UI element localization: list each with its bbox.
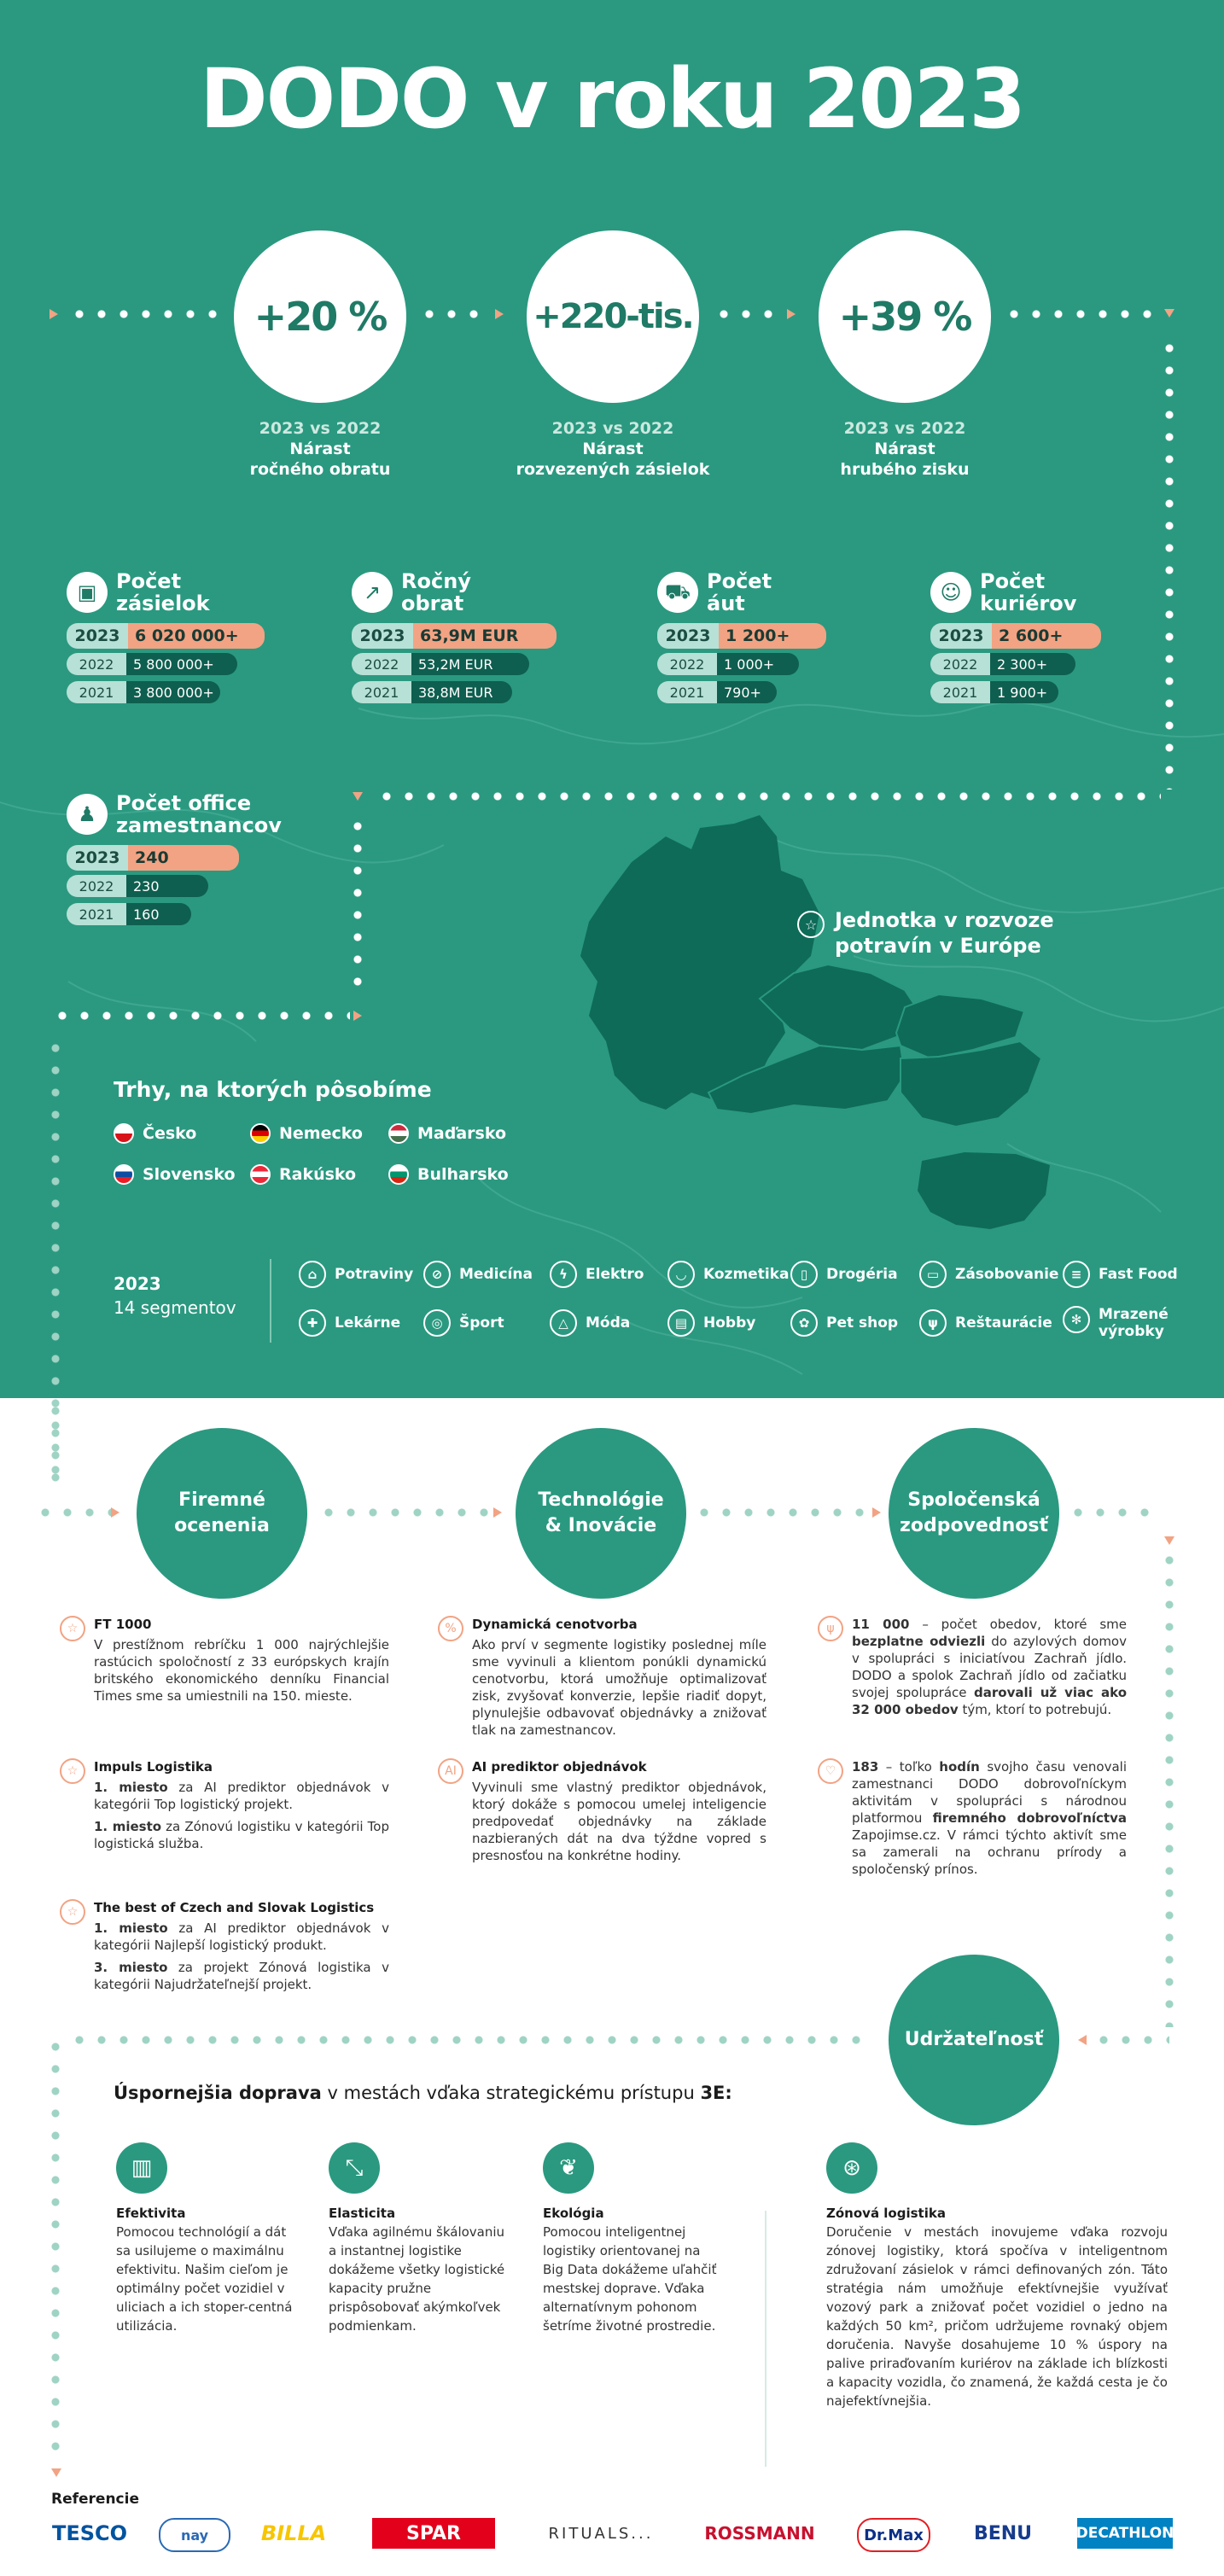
logo-text: DECATHLON (1075, 2525, 1174, 2542)
segment-item (667, 1261, 789, 1288)
star-icon: ☆ (60, 1616, 85, 1641)
flag-slovakia-icon (114, 1164, 134, 1185)
bar-value: 6 020 000+ (128, 623, 265, 649)
segments-year: 2023 (114, 1273, 161, 1294)
package-icon: ▣ (67, 572, 108, 613)
path-arrow (1164, 1536, 1174, 1545)
caption-label: ročného obratu (249, 460, 391, 479)
bar-value: 1 900+ (990, 681, 1058, 703)
tech-item (445, 1758, 766, 1869)
segment-label: Potraviny (335, 1266, 414, 1283)
flag-bulgaria-icon (388, 1164, 409, 1185)
dotted-path (1067, 1508, 1163, 1517)
pharmacy-icon: ✚ (299, 1309, 326, 1337)
stat-title: Počet (116, 569, 182, 593)
segments-count: 14 segmentov (114, 1297, 236, 1318)
sustainability-head-bold: Úspornejšia doprava (114, 2083, 322, 2103)
bar-year: 2021 (930, 681, 990, 703)
market-label: Nemecko (279, 1124, 363, 1143)
dotted-path (693, 1508, 864, 1517)
social-bold: firemného dobrovoľníctva (932, 1810, 1128, 1826)
market-czechia (114, 1123, 196, 1144)
stat-title: kuriérov (980, 592, 1077, 615)
award-rank: 1. miesto (94, 1920, 168, 1936)
social-circle (889, 1428, 1059, 1599)
market-label: Maďarsko (417, 1124, 507, 1143)
caption-year: 2023 vs 2022 (843, 419, 966, 438)
award-text: za Zónovú logistiku v kategórii Top logistická služba. (94, 1819, 389, 1851)
bar-year: 2021 (67, 903, 126, 925)
courier-icon: ☺ (930, 572, 971, 613)
award-text: za projekt Zónová logistika v kategórii Najudržateľnejší projekt. (94, 1960, 389, 1992)
award-title: Impuls Logistika (94, 1759, 213, 1775)
hanger-icon: △ (550, 1309, 577, 1337)
star-icon: ☆ (60, 1899, 85, 1925)
market-bulgaria (388, 1164, 509, 1185)
bar-value: 53,2M EUR (411, 653, 529, 675)
truck-icon: ▭ (919, 1261, 947, 1288)
bar-value: 5 800 000+ (126, 653, 237, 675)
segment-item (550, 1309, 630, 1337)
social-bold: 11 000 (852, 1617, 910, 1632)
logo-text: BENU (973, 2522, 1033, 2544)
logo-text: Dr.Max (864, 2526, 924, 2544)
dotted-path (51, 1011, 350, 1020)
logo-text: SPAR (406, 2522, 461, 2544)
award-rank: 1. miesto (94, 1780, 168, 1795)
pillar-text: Pomocou technológií a dát sa usilujeme o maximálnu efektivitu. Našim cieľom je optimálny počet vozidiel v uliciach a ich stoper-centná utilizácia. (116, 2224, 293, 2334)
dotted-path (1165, 337, 1174, 790)
bar-year: 2021 (657, 681, 717, 703)
stat-title: Ročný (401, 569, 471, 593)
pillar-text: Pomocou inteligentnej logistiky orientovanej na Big Data dokážeme uľahčiť mestskej doprave. Vďaka alternatívnym pohonom šetríme životné prostredie. (543, 2224, 717, 2334)
path-arrow (353, 792, 363, 801)
ai-icon: AI (438, 1758, 463, 1784)
circle-label: Spoločenská (907, 1489, 1040, 1511)
highlight-value: +220-tis. (533, 297, 693, 336)
stat-title: obrat (401, 592, 464, 615)
segment-label: Móda (586, 1314, 631, 1332)
pillar-title: Efektivita (116, 2206, 186, 2221)
circle-label: Firemné (178, 1489, 265, 1511)
bar-value: 160 (126, 903, 191, 925)
pillar-ecology (543, 2142, 722, 2335)
bar-year: 2023 (67, 623, 128, 649)
star-icon: ☆ (797, 911, 825, 938)
social-bold: 183 (852, 1759, 879, 1775)
bar-year: 2023 (67, 845, 128, 871)
stat-title: Počet (707, 569, 772, 593)
dotted-path (51, 1400, 60, 1489)
logo-spar (372, 2518, 495, 2549)
award-title: The best of Czech and Slovak Logistics (94, 1900, 375, 1915)
lips-icon: ◡ (667, 1261, 695, 1288)
bar-year: 2021 (67, 681, 126, 703)
bar-year: 2023 (657, 623, 719, 649)
flag-hungary-icon (388, 1123, 409, 1144)
social-bold: bezplatne odviezli (852, 1634, 986, 1649)
social-item (825, 1758, 1128, 1883)
caption-year: 2023 vs 2022 (551, 419, 674, 438)
logo-decathlon (1077, 2518, 1173, 2549)
segments-summary (114, 1272, 236, 1320)
stat-revenue (352, 570, 557, 703)
highlight-caption-profit (777, 418, 1033, 480)
circle-label: Technológie (538, 1489, 664, 1511)
dotted-path (68, 2036, 862, 2044)
circle-label: zodpovednosť (900, 1515, 1048, 1536)
pillar-title: Elasticita (329, 2206, 396, 2221)
bar-year: 2022 (930, 653, 990, 675)
segment-label: Elektro (586, 1266, 644, 1283)
logo-tesco (51, 2518, 128, 2549)
tech-circle (516, 1428, 686, 1599)
europe-leader-text: Jednotka v rozvoze (835, 908, 1054, 932)
market-label: Bulharsko (417, 1165, 509, 1184)
path-arrow (1078, 2035, 1087, 2045)
pillar-title: Zónová logistika (826, 2206, 946, 2221)
pillar-efficiency (116, 2142, 295, 2335)
market-germany (250, 1123, 363, 1144)
caption-label: Nárast (289, 440, 351, 458)
social-item (826, 1616, 1128, 1723)
segment-label: Lekárne (335, 1314, 401, 1332)
award-rank: 1. miesto (94, 1819, 162, 1834)
pillar-zone-logistics (826, 2142, 1168, 2410)
award-text: za AI prediktor objednávok v kategórii Najlepší logistický produkt. (94, 1920, 389, 1953)
europe-leader-text: potravín v Európe (835, 934, 1041, 958)
segment-label: Fast Food (1099, 1266, 1178, 1283)
logo-text: BILLA (260, 2521, 327, 2545)
europe-leader (797, 907, 1054, 959)
award-item (67, 1899, 389, 1998)
award-title: FT 1000 (94, 1617, 152, 1632)
social-bold: darovali už viac ako 32 000 obedov (852, 1685, 1128, 1717)
efficiency-icon: ▥ (116, 2142, 167, 2194)
stat-packages (67, 570, 265, 703)
dotted-path (353, 815, 362, 990)
snowflake-icon: ✻ (1063, 1306, 1090, 1333)
dotted-path (51, 2036, 60, 2462)
logo-billa (261, 2518, 326, 2549)
social-text: tým, ktorí to potrebujú. (958, 1702, 1112, 1717)
bar-value: 240 (128, 845, 239, 871)
stat-title: Počet (980, 569, 1046, 593)
segment-label: Hobby (703, 1314, 756, 1332)
markets-title: Trhy, na ktorých pôsobíme (114, 1077, 432, 1102)
zone-icon: ⊛ (826, 2142, 877, 2194)
segment-item (423, 1309, 504, 1337)
dotted-path (318, 1508, 488, 1517)
segment-label: Mrazené výrobky (1099, 1306, 1169, 1340)
sustainability-heading (114, 2083, 732, 2103)
bar-year: 2022 (67, 653, 126, 675)
social-bold: hodín (939, 1759, 980, 1775)
stat-title: zásielok (116, 592, 210, 615)
dotted-path (68, 310, 222, 318)
bulgaria-shape (918, 1152, 1050, 1229)
bar-year: 2022 (657, 653, 717, 675)
person-icon: ♟ (67, 794, 108, 835)
highlight-value: +39 % (838, 294, 971, 340)
market-label: Česko (143, 1124, 197, 1143)
social-text: svojho času venovali zamestnanci DODO dobrovoľníckym aktivitám v spolupráci s národnou platformou (852, 1759, 1127, 1826)
bar-value: 63,9M EUR (413, 623, 557, 649)
ball-icon: ◎ (423, 1309, 451, 1337)
caption-label: hrubého zisku (840, 460, 970, 479)
segment-item (299, 1309, 400, 1337)
caption-year: 2023 vs 2022 (259, 419, 382, 438)
burger-icon: ≡ (1063, 1261, 1090, 1288)
dotted-path (713, 310, 781, 318)
cutlery-icon: ψ (818, 1616, 843, 1641)
award-item (67, 1616, 389, 1710)
pillar-elasticity (329, 2142, 508, 2335)
path-arrow (353, 1011, 362, 1021)
market-austria (250, 1164, 356, 1185)
bar-value: 2 600+ (992, 623, 1101, 649)
path-arrow (787, 309, 796, 319)
highlight-caption-revenue (192, 418, 448, 480)
dotted-path (376, 792, 1161, 801)
highlight-circle-revenue (234, 230, 406, 403)
stat-title: Počet office (116, 791, 252, 815)
award-text: V prestížnom rebríčku 1 000 najrýchlejšie rastúcich spoločností z 33 európskych krajín britského ekonomického denníku Financial Times sme sa umiestnili na 150. mieste. (94, 1637, 389, 1704)
stat-title: áut (707, 592, 745, 615)
tech-title: AI prediktor objednávok (472, 1759, 647, 1775)
segment-item (790, 1261, 898, 1288)
star-icon: ☆ (60, 1758, 85, 1784)
path-arrow (1164, 309, 1174, 318)
market-label: Slovensko (143, 1165, 236, 1184)
logo-rituals (531, 2518, 671, 2549)
awards-circle (137, 1428, 307, 1599)
social-text: – toľko (878, 1759, 940, 1775)
plug-icon: ϟ (550, 1261, 577, 1288)
circle-label: & Inovácie (545, 1515, 657, 1536)
bar-value: 230 (126, 875, 208, 897)
caption-label: Nárast (582, 440, 644, 458)
logo-text: nay (180, 2526, 209, 2544)
segment-label: Pet shop (826, 1314, 899, 1332)
pillar-text: Doručenie v mestách inovujeme vďaka rozvoju zónovej logistiky, ktorá spočíva v inteligentnom združovaní zásielok v rámci definovaných zón. Táto stratégia nám umožňuje efektívnejšie využívať vozový park a znižovať počet vozidiel o jedno na každých 50 km², pričom udržujeme rovnaký objem doručenia. Navyše dosahujeme 10 % úspory na palive priraďovaním kuriérov na základe ich blízkosti a kapacity vozidla, čo znamená, že každá cesta je čo najefektívnejšia. (826, 2224, 1168, 2409)
logo-drmax (857, 2518, 930, 2552)
highlight-circle-deliveries (527, 230, 699, 403)
path-arrow (50, 309, 58, 319)
segment-item (667, 1309, 755, 1337)
references-title: Referencie (51, 2491, 139, 2508)
sustainability-circle (889, 1955, 1059, 2125)
dotted-path (418, 310, 487, 318)
bar-value: 1 200+ (719, 623, 826, 649)
bar-value: 790+ (717, 681, 777, 703)
bottle-icon: ▯ (790, 1261, 818, 1288)
segment-label: Kozmetika (703, 1266, 790, 1283)
bar-year: 2021 (352, 681, 411, 703)
bar-year: 2023 (352, 623, 413, 649)
tech-text: Ako prví v segmente logistiky poslednej míle sme vyvinuli a klientom ponúkli dynamickú cenotvorbu, ktorá umožňuje optimalizovať zisk, zvyšovať konverzie, lepšie riadiť dopyt, plynulejšie odbavovať objednávky a znižovať tlak na zamestnancov. (472, 1637, 766, 1738)
bar-year: 2022 (352, 653, 411, 675)
social-text: – počet obedov, ktoré sme (909, 1617, 1127, 1632)
dotted-path (1165, 1549, 1174, 2027)
segment-item (790, 1309, 898, 1337)
bar-value: 1 000+ (717, 653, 799, 675)
sustainability-head-text: v mestách vďaka strategickému prístupu (321, 2083, 701, 2103)
flag-czechia-icon (114, 1123, 134, 1144)
segment-item (1063, 1306, 1167, 1340)
award-item (67, 1758, 389, 1857)
tech-item (445, 1616, 766, 1744)
market-hungary (388, 1123, 506, 1144)
leaf-icon: ❦ (543, 2142, 594, 2194)
bar-year: 2023 (930, 623, 992, 649)
market-label: Rakúsko (279, 1165, 357, 1184)
segment-item (550, 1261, 644, 1288)
segment-label: Drogéria (826, 1266, 898, 1283)
dotted-path (1093, 2036, 1169, 2044)
logo-text: RITUALS... (548, 2524, 654, 2543)
chart-growth-icon: ↗ (352, 572, 393, 613)
tech-text: Vyvinuli sme vlastný prediktor objednávok, ktorý dokáže s pomocou umelej inteligencie predpovedať objednávky na základe nazbieraných dát na dva týždne vopred s presnosťou na konkrétne hodiny. (472, 1780, 766, 1863)
caption-label: Nárast (874, 440, 935, 458)
page-title: DODO v roku 2023 (199, 51, 1025, 147)
segment-item (1063, 1261, 1178, 1288)
logo-benu (965, 2518, 1041, 2549)
logo-nay (159, 2518, 230, 2552)
path-arrow (51, 2468, 61, 2477)
stat-couriers (930, 570, 1101, 703)
highlight-value: +20 % (254, 294, 387, 340)
markets-map (563, 802, 1093, 1246)
bar-value: 38,8M EUR (411, 681, 512, 703)
award-rank: 3. miesto (94, 1960, 168, 1975)
segment-label: Reštaurácie (955, 1314, 1052, 1332)
stat-cars (657, 570, 826, 703)
caption-label: rozvezených zásielok (516, 460, 710, 479)
basket-icon: ⌂ (299, 1261, 326, 1288)
toolbox-icon: ▤ (667, 1309, 695, 1337)
segment-item (919, 1309, 1052, 1337)
flag-germany-icon (250, 1123, 271, 1144)
pillar-text: Vďaka agilnému škálovaniu a instantnej logistike dokážeme všetky logistické kapacity pružne prispôsobovať akýmkoľvek podmienkam. (329, 2224, 505, 2334)
segment-item (423, 1261, 533, 1288)
segment-label: Medicína (459, 1266, 533, 1283)
flag-austria-icon (250, 1164, 271, 1185)
path-arrow (111, 1507, 119, 1518)
stat-office-employees (67, 792, 282, 925)
segment-label: Zásobovanie (955, 1266, 1059, 1283)
circle-label: Udržateľnosť (904, 2029, 1044, 2050)
segment-item (919, 1261, 1058, 1288)
segment-item (299, 1261, 413, 1288)
logo-text: TESCO (51, 2521, 128, 2545)
highlight-caption-deliveries (485, 418, 741, 480)
sustainability-head-bold: 3E: (700, 2083, 732, 2103)
logo-text: ROSSMANN (704, 2523, 815, 2544)
cutlery-icon: ψ (919, 1309, 947, 1337)
path-arrow (495, 309, 504, 319)
pillar-title: Ekológia (543, 2206, 604, 2221)
stat-title: zamestnancov (116, 813, 282, 837)
paw-icon: ✿ (790, 1309, 818, 1337)
highlight-circle-profit (819, 230, 991, 403)
car-icon: ⛟ (657, 572, 698, 613)
social-text: Zapojimse.cz. V rámci týchto aktivít sme sa zamerali na ochranu prírody a spoločenský prínos. (852, 1827, 1127, 1877)
elasticity-icon: ⤡ (329, 2142, 380, 2194)
award-text: za AI prediktor objednávok v kategórii Top logistický projekt. (94, 1780, 389, 1812)
bar-value: 2 300+ (990, 653, 1075, 675)
heart-icon: ♡ (818, 1758, 843, 1784)
social-text: do azylových domov v spolupráci s iniciatívou Zachraň jídlo. DODO a spolok Zachraň jídlo od začiatku svojej spolupráce (852, 1634, 1127, 1700)
price-tag-icon: % (438, 1616, 463, 1641)
market-slovakia (114, 1164, 236, 1185)
circle-label: ocenenia (174, 1515, 270, 1536)
path-arrow (872, 1507, 881, 1518)
tech-title: Dynamická cenotvorba (472, 1617, 638, 1632)
path-arrow (493, 1507, 502, 1518)
logo-rossmann (700, 2518, 819, 2549)
bar-value: 3 800 000+ (126, 681, 220, 703)
dotted-path (1003, 310, 1157, 318)
segments-divider (270, 1259, 271, 1343)
segment-label: Šport (459, 1314, 504, 1332)
bar-year: 2022 (67, 875, 126, 897)
dotted-path (34, 1508, 111, 1517)
pillar-divider (765, 2211, 766, 2467)
pill-icon: ⊘ (423, 1261, 451, 1288)
